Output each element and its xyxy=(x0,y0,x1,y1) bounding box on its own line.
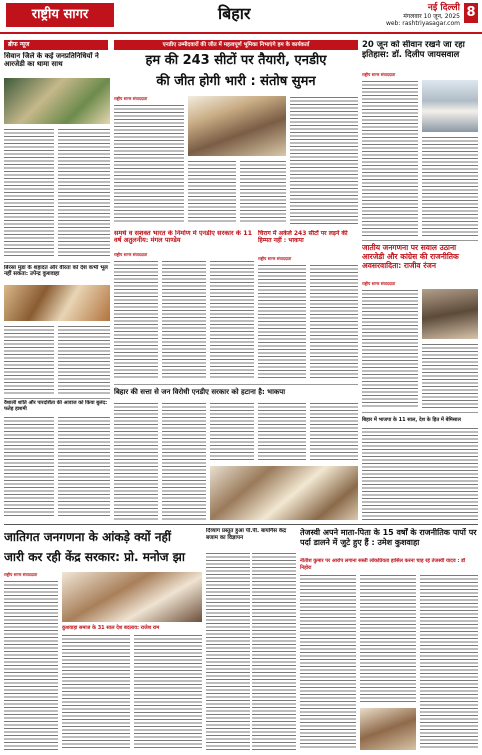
story-census-left-headline-b: जारी कर रही केंद्र सरकार: प्रो. मनोज झा xyxy=(4,550,185,564)
story-tejashwi-col-2 xyxy=(360,574,416,704)
story-11years-col-3 xyxy=(210,260,254,380)
lead-text-col-1 xyxy=(114,104,184,224)
lead-headline-a: हम की 243 सीटों पर तैयारी, एनडीए xyxy=(145,53,327,68)
story-tejashwi-photo xyxy=(360,708,416,750)
story-census-left-photo xyxy=(62,572,202,622)
story-11years-byline: राष्ट्रीय सागर संवाददाता xyxy=(114,252,148,257)
story-bihar-power-col-2 xyxy=(162,402,206,520)
story-census-right-col-2 xyxy=(422,343,478,409)
story-census-right-headline: जातीय जनगणना पर सवाल उठाना आरजेडी और कांग्रेस की राजनीतिक अवसरवादिता: राजीव रंजन xyxy=(362,243,459,270)
lead-text-col-4 xyxy=(290,96,358,224)
lead-headline-b: की जीत होगी भारी : संतोष सुमन xyxy=(156,74,316,89)
story-bihar-power-photo xyxy=(210,466,358,520)
divider xyxy=(114,384,358,385)
story-bihar-power-headline: बिहार की सत्ता से जन विरोधी एनडीए सरकार को हटाना है: भाकपा xyxy=(114,388,286,396)
story-census-left-caption: कुशवाहा समाज के 31 साल देश बदलाव: राजेश राम xyxy=(62,625,160,631)
story-11years-headline: समर्थ व सशक्त भारत के निर्माण में एनडीए सरकार के 11 वर्ष अतुलनीय: मंगल पाण्डेय xyxy=(114,230,253,244)
page-number: 8 xyxy=(464,3,478,23)
edition-website: web: rashtriyasagar.com xyxy=(385,20,460,27)
divider xyxy=(362,240,478,241)
lead-kicker: एनडीए उम्मीदवारों की जीत में महत्वपूर्ण भूमिका निभाएंगे हम के कार्यकर्ता xyxy=(114,40,358,50)
section-title: बिहार xyxy=(218,4,251,23)
brief-text-col-2 xyxy=(58,128,110,258)
brief-text-col-1 xyxy=(4,128,54,258)
brief-headline-2: बिरसा मुंडा के शहादत और वीरता को देश कभी भूल नहीं सकता: उपेन्द्र कुशवाहा xyxy=(4,265,108,277)
lead-text-col-3 xyxy=(240,160,286,224)
story-dilwa-col-2 xyxy=(252,552,296,750)
story-siwan-headline: 20 जून को सीवान रखने जा रहा इतिहास: डॉ. दिलीप जायसवाल xyxy=(362,40,465,60)
story-tejashwi-col-3 xyxy=(420,574,478,750)
story-bjp-text xyxy=(362,427,478,520)
story-chirag-headline: चिराग में अकेले 243 सीटों पर लड़ने की हिम्मत नहीं : भाकपा xyxy=(258,230,348,244)
story-siwan-photo xyxy=(422,80,478,132)
brief-text-col-4 xyxy=(58,325,110,395)
story-tejashwi-headline: तेजस्वी अपने माता-पिता के 15 वर्षों के राजनीतिक पापों पर पर्दा डालने में जुटे हुए हैं : उमेश कुशवाहा xyxy=(300,528,477,547)
brief-photo-1 xyxy=(4,78,110,124)
divider xyxy=(4,398,110,399)
lead-byline: राष्ट्रीय सागर संवाददाता xyxy=(114,96,148,101)
brief-text-col-6 xyxy=(58,416,110,516)
divider xyxy=(362,412,478,413)
story-siwan-byline: राष्ट्रीय सागर संवाददाता xyxy=(362,72,396,77)
story-chirag-byline: राष्ट्रीय सागर संवाददाता xyxy=(258,256,292,261)
edition-info xyxy=(386,3,460,27)
story-11years-col-1 xyxy=(114,260,158,380)
brief-news-label: ब्रीफ न्यूज xyxy=(4,40,108,50)
story-11years-col-2 xyxy=(162,260,206,380)
story-bihar-power-col-4 xyxy=(258,402,306,462)
story-chirag-col-2 xyxy=(310,264,358,380)
brief-headline-3: वैशाली शांति और पारदर्शिता की आवाज को किया बुलंद: फतेह हाशमी xyxy=(4,400,108,412)
story-bjp-headline: बिहार में भाजपा के 11 साल, देश के हित में बेमिसाल xyxy=(362,417,461,423)
brief-text-col-3 xyxy=(4,325,54,395)
newspaper-brand: राष्ट्रीय सागर xyxy=(6,3,114,27)
story-tejashwi-col-1 xyxy=(300,574,356,750)
brief-text-col-5 xyxy=(4,416,54,516)
story-census-left-col-3 xyxy=(134,634,202,750)
story-dilwa-col-1 xyxy=(206,552,250,750)
story-census-left-col-2 xyxy=(62,634,130,750)
brief-photo-2 xyxy=(4,285,110,321)
story-bihar-power-col-3 xyxy=(210,402,254,462)
story-bihar-power-col-5 xyxy=(310,402,358,462)
story-census-right-photo xyxy=(422,289,478,339)
story-chirag-col-1 xyxy=(258,264,306,380)
lead-photo xyxy=(188,96,286,156)
brief-headline-1: सिवान जिले के कई जनप्रतिनिधियों ने आरजेडी का थामा साथ xyxy=(4,52,99,68)
story-bihar-power-col-1 xyxy=(114,402,158,520)
story-dilwa-headline: दिव्यांग प्रस्तुत हुआ पी.पी. बायोगैस केंद्र बजाम का विज्ञापन xyxy=(206,528,287,541)
story-census-left-byline: राष्ट्रीय सागर संवाददाता xyxy=(4,572,38,577)
story-siwan-col-1 xyxy=(362,80,418,236)
divider xyxy=(4,524,478,525)
edition-date: मंगलवार 10 जून, 2025 xyxy=(403,13,460,20)
story-siwan-col-2 xyxy=(422,136,478,236)
story-census-left-col-1 xyxy=(4,580,58,750)
edition-city: नई दिल्ली xyxy=(427,3,460,13)
masthead xyxy=(0,0,482,34)
story-census-left-headline-a: जातिगत जनगणना के आंकड़े क्यों नहीं xyxy=(4,530,171,544)
divider xyxy=(4,262,110,263)
lead-text-col-2 xyxy=(188,160,236,224)
story-tejashwi-subhead: नीतीश कुमार पर आरोप लगाना सस्ती लोकप्रियता हासिल करना चाह रहे तेजस्वी यादव : डॉ निहोरा xyxy=(300,558,466,571)
story-census-right-col-1 xyxy=(362,289,418,409)
story-census-right-byline: राष्ट्रीय सागर संवाददाता xyxy=(362,281,396,286)
